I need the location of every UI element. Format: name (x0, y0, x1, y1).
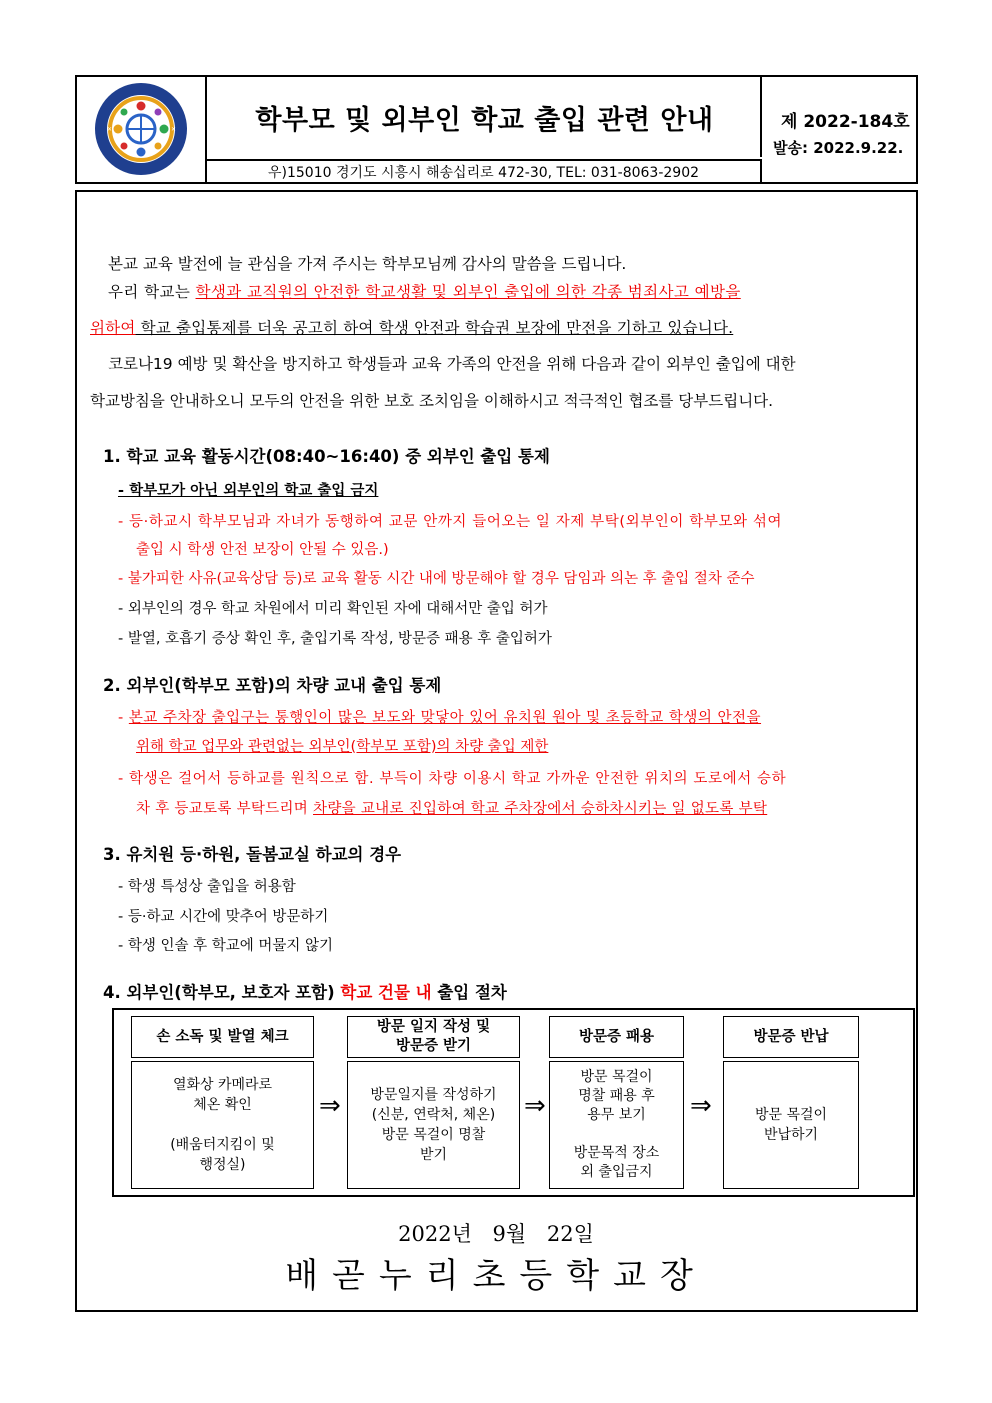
step-1-body-line: 체온 확인 (193, 1097, 252, 1113)
principal-signature: 배곧누리초등학교장 (285, 1256, 707, 1296)
intro-line-3 (90, 318, 902, 338)
step-1-body-line: (배움터지킴이 및 (170, 1137, 275, 1153)
section-2-bullet-2: - 학생은 걸어서 등하교를 원칙으로 함. 부득이 차량 이용시 학교 가까운 안전한 위치의 도로에서 승하 (118, 771, 787, 787)
section-2-bullet-1-text: 본교 주차장 출입구는 통행인이 많은 보도와 맞닿아 있어 유치원 원아 및 초등학교 학생의 안전을 (128, 710, 762, 726)
section-4-title-tail: 출입 절차 (431, 983, 507, 1002)
section-1-bullet-2-cont: 출입 시 학생 안전 보장이 안될 수 있음.) (136, 542, 389, 558)
flow-arrow-icon: ⇒ (690, 1091, 712, 1121)
section-2-bullet-1-cont: 위해 학교 업무와 관련없는 외부인(학부모 포함)의 차량 출입 제한 (136, 739, 549, 755)
step-1-title: 손 소독 및 발열 체크 (131, 1016, 314, 1058)
intro-line-2 (90, 282, 902, 302)
section-4-title-highlight: 학교 건물 내 (340, 983, 432, 1002)
step-2-body-line: 방문 목걸이 명찰 (381, 1127, 486, 1143)
document-number: 제 2022-184호 (781, 112, 910, 132)
section-2-bullet-2-cont-lead: 차 후 등교토록 부탁드리며 (136, 801, 314, 817)
section-3-bullet-2: - 등·하교 시간에 맞추어 방문하기 (118, 909, 329, 925)
step-3-body-line: 외 출입금지 (580, 1164, 653, 1180)
step-3-body-line: 방문목적 장소 (573, 1145, 660, 1161)
step-4-body-line: 반납하기 (763, 1127, 819, 1143)
section-4-title-lead: 4. 외부인(학부모, 보호자 포함) (103, 983, 341, 1002)
svg-text:✕: ✕ (107, 126, 113, 133)
flow-arrow-icon: ⇒ (524, 1091, 546, 1121)
title-cell (207, 77, 762, 157)
intro-line-1: 본교 교육 발전에 늘 관심을 가져 주시는 학부모님께 감사의 말씀을 드립니다. (108, 255, 627, 273)
step-2-title-line: 방문증 받기 (395, 1038, 472, 1054)
step-3-body-line: 방문 목걸이 (580, 1069, 653, 1085)
step-4-body-line: 방문 목걸이 (754, 1107, 828, 1123)
section-1-bullet-4: - 외부인의 경우 학교 차원에서 미리 확인된 자에 대해서만 출입 허가 (118, 601, 548, 617)
issue-date: 발송: 2022.9.22. (773, 139, 904, 157)
intro-line-2-highlight: 학생과 교직원의 안전한 학교생활 및 외부인 출입에 의한 각종 범죄사고 예방을 (195, 283, 741, 301)
section-1-bullet-2: - 등·하교시 학부모님과 자녀가 동행하여 교문 안까지 들어오는 일 자제 부탁(외부인이 학부모와 섞여 (118, 514, 783, 530)
step-2-body-line: (신분, 연락처, 체온) (371, 1107, 496, 1123)
section-2-bullet-1-dash: - (118, 710, 129, 726)
intro-line-4: 코로나19 예방 및 확산을 방지하고 학생들과 교육 가족의 안전을 위해 다음과 같이 외부인 출입에 대한 (108, 355, 796, 373)
document-title: 학부모 및 외부인 학교 출입 관련 안내 (255, 104, 714, 136)
section-4-title (103, 979, 507, 1003)
step-1-body-line: 열화상 카메라로 (172, 1077, 273, 1093)
document-header (75, 75, 918, 184)
section-2-bullet-1 (118, 706, 761, 727)
step-3-body-line: 용무 보기 (587, 1107, 646, 1123)
section-2-title: 2. 외부인(학부모 포함)의 차량 교내 출입 통제 (103, 676, 442, 695)
step-1-body-spacer (170, 1115, 275, 1135)
school-address: 우)15010 경기도 시흥시 해송십리로 472-30, TEL: 031-8063-2902 (207, 159, 762, 182)
school-logo-cell (77, 77, 207, 182)
section-3-title: 3. 유치원 등·하원, 돌봄교실 하교의 경우 (103, 845, 402, 864)
section-1-bullet-3: - 불가피한 사유(교육상담 등)로 교육 활동 시간 내에 방문해야 할 경우 담임과 의논 후 출입 절차 준수 (118, 571, 755, 587)
step-2-body (347, 1061, 520, 1189)
section-3-bullet-3: - 학생 인솔 후 학교에 머물지 않기 (118, 938, 333, 954)
step-1-body (131, 1061, 314, 1189)
step-2-body-line: 방문일지를 작성하기 (370, 1087, 497, 1103)
step-4-title: 방문증 반납 (723, 1016, 859, 1058)
step-1-body-line: 행정실) (199, 1157, 246, 1173)
section-1-title: 1. 학교 교육 활동시간(08:40~16:40) 중 외부인 출입 통제 (103, 447, 550, 466)
section-3-bullet-1: - 학생 특성상 출입을 허용함 (118, 879, 296, 895)
step-3-body-spacer (574, 1125, 660, 1144)
step-2-title-line: 방문 일지 작성 및 (376, 1019, 491, 1035)
document-number-cell (763, 77, 916, 182)
section-2-bullet-2-cont (136, 797, 767, 818)
intro-line-2-lead: 우리 학교는 (108, 283, 196, 301)
step-3-title: 방문증 패용 (549, 1016, 684, 1058)
step-2-title (347, 1016, 520, 1058)
step-2-body-line: 받기 (419, 1147, 448, 1163)
flow-arrow-icon: ⇒ (319, 1091, 341, 1121)
step-3-body (549, 1061, 684, 1189)
section-1-bullet-1: - 학부모가 아닌 외부인의 학교 출입 금지 (118, 483, 379, 499)
intro-line-3-text: 학교 출입통제를 더욱 공고히 하여 학생 안전과 학습권 보장에 만전을 기하고 있습니다. (135, 319, 734, 337)
step-4-body (723, 1061, 859, 1189)
section-1-bullet-5: - 발열, 호흡기 증상 확인 후, 출입기록 작성, 방문증 패용 후 출입허가 (118, 631, 552, 647)
school-logo-icon (91, 79, 191, 179)
step-3-body-line: 명찰 패용 후 (578, 1088, 655, 1104)
section-2-bullet-2-cont-highlight: 차량을 교내로 진입하여 학교 주차장에서 승하차시키는 일 없도록 부탁 (313, 801, 768, 817)
svg-text:✕: ✕ (171, 126, 177, 133)
signing-date: 2022년 9월 22일 (398, 1222, 594, 1246)
intro-line-5: 학교방침을 안내하오니 모두의 안전을 위한 보호 조치임을 이해하시고 적극적인 협조를 당부드립니다. (90, 392, 774, 410)
header-divider (760, 77, 762, 157)
intro-line-3-highlight: 위하여 (90, 319, 136, 337)
